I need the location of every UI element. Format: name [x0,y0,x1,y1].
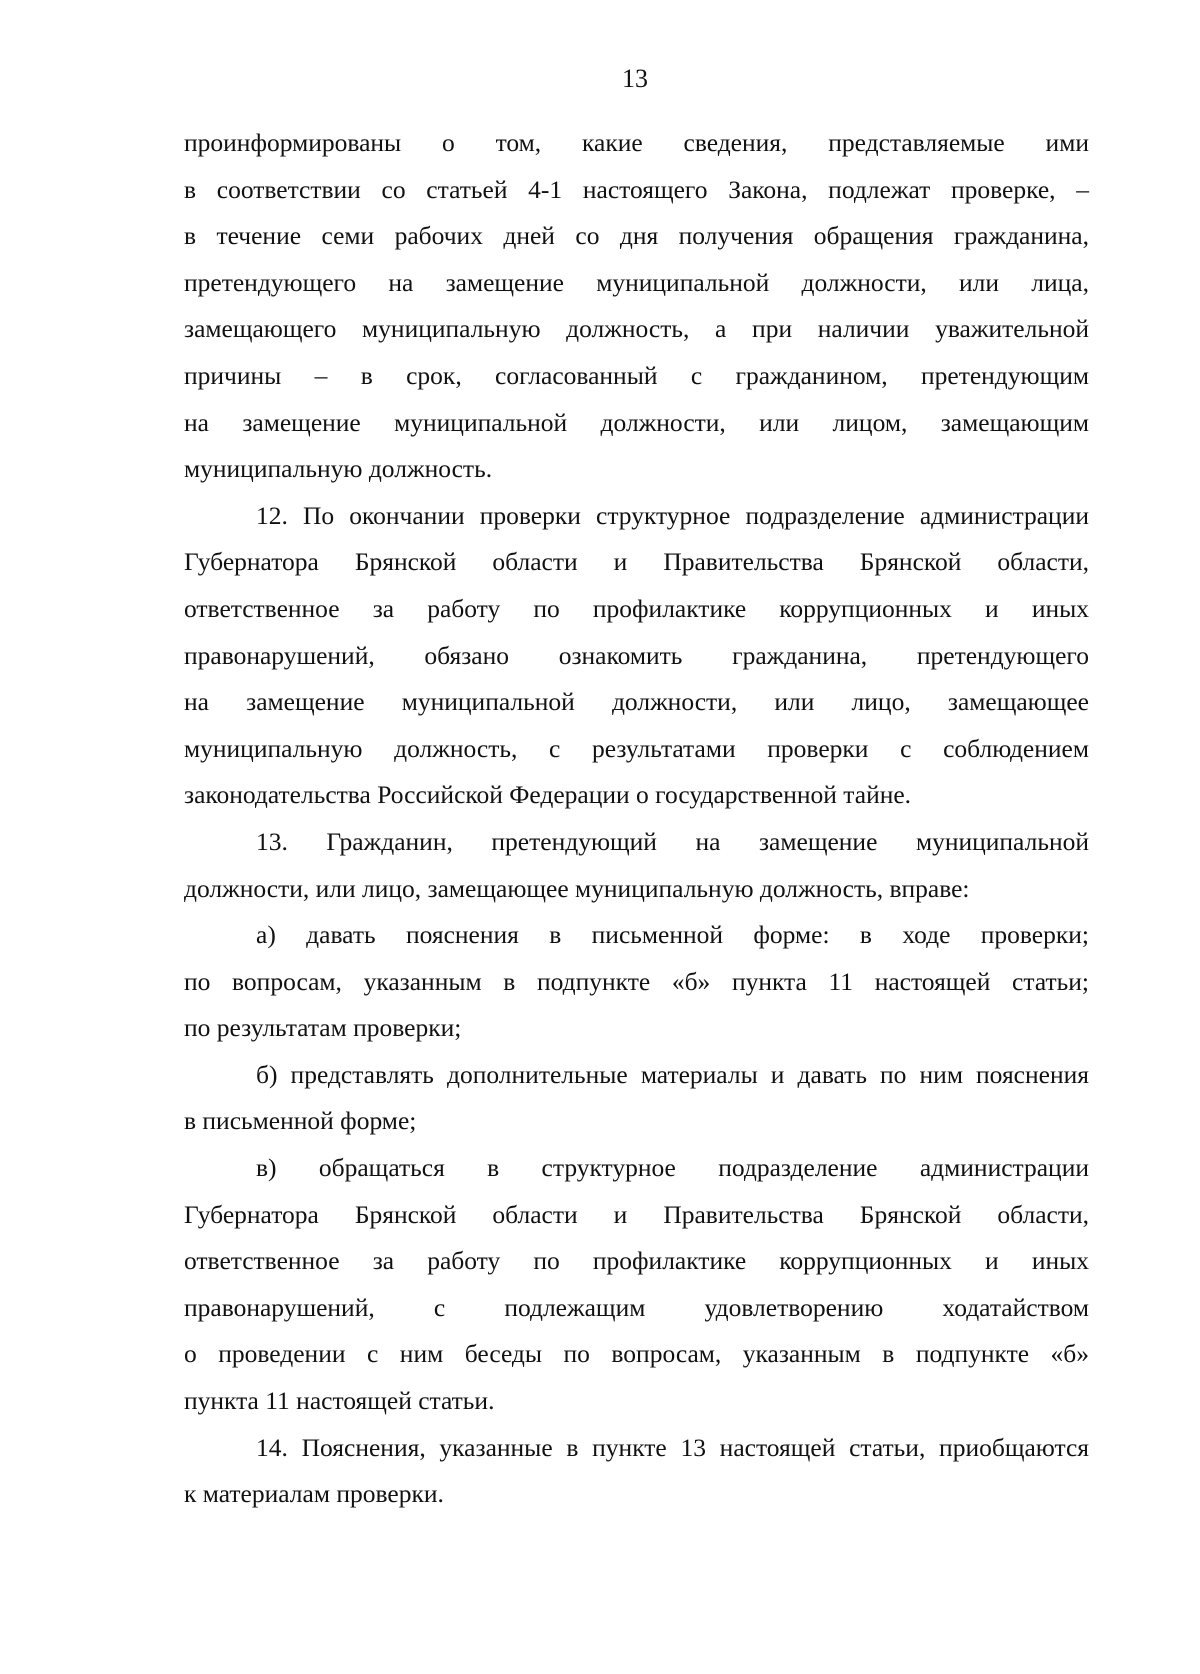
page-number: 13 [622,64,648,93]
text-line: законодательства Российской Федерации о государственной тайне. [184,780,912,810]
text-line: правонарушений, с подлежащим удовлетворению ходатайством [184,1292,1089,1322]
text-line: Губернатора Брянской области и Правительства Брянской области, [184,1199,1089,1229]
text-line: муниципальную должность. [184,454,493,484]
text-line: 12. По окончании проверки структурное подразделение администрации [256,500,1089,530]
document-body [184,120,1089,1518]
text-line: к материалам проверки. [184,1479,444,1509]
text-line: по вопросам, указанным в подпункте «б» пункта 11 настоящей статьи; [184,966,1089,996]
text-line: пункта 11 настоящей статьи. [184,1386,495,1416]
text-line: в течение семи рабочих дней со дня получения обращения гражданина, [184,221,1089,251]
text-line: о проведении с ним беседы по вопросам, указанным в подпункте «б» [184,1339,1089,1369]
text-line: б) представлять дополнительные материалы и давать по ним пояснения [256,1059,1089,1089]
text-line: в соответствии со статьей 4-1 настоящего Закона, подлежат проверке, – [184,174,1089,204]
text-line: ответственное за работу по профилактике коррупционных и иных [184,1246,1089,1276]
text-line: проинформированы о том, какие сведения, представляемые ими [184,128,1089,157]
text-line: претендующего на замещение муниципальной должности, или лица, [184,267,1089,297]
text-line: а) давать пояснения в письменной форме: в ходе проверки; [256,920,1089,950]
text-line: должности, или лицо, замещающее муниципальную должность, вправе: [184,873,970,903]
text-line: Губернатора Брянской области и Правительства Брянской области, [184,547,1089,577]
text-line: на замещение муниципальной должности, или лицом, замещающим [184,407,1089,437]
text-line: ответственное за работу по профилактике коррупционных и иных [184,593,1089,623]
text-line: в) обращаться в структурное подразделение администрации [256,1153,1089,1183]
text-line: по результатам проверки; [184,1013,462,1043]
text-line: 13. Гражданин, претендующий на замещение муниципальной [256,826,1089,856]
text-line: правонарушений, обязано ознакомить гражданина, претендующего [184,640,1089,670]
text-line: 14. Пояснения, указанные в пункте 13 настоящей статьи, приобщаются [256,1432,1089,1462]
text-line: замещающего муниципальную должность, а при наличии уважительной [184,314,1089,344]
text-line: муниципальную должность, с результатами проверки с соблюдением [184,733,1089,763]
text-line: в письменной форме; [184,1106,417,1136]
text-line: на замещение муниципальной должности, или лицо, замещающее [184,687,1089,717]
text-line: причины – в срок, согласованный с гражданином, претендующим [184,360,1089,390]
